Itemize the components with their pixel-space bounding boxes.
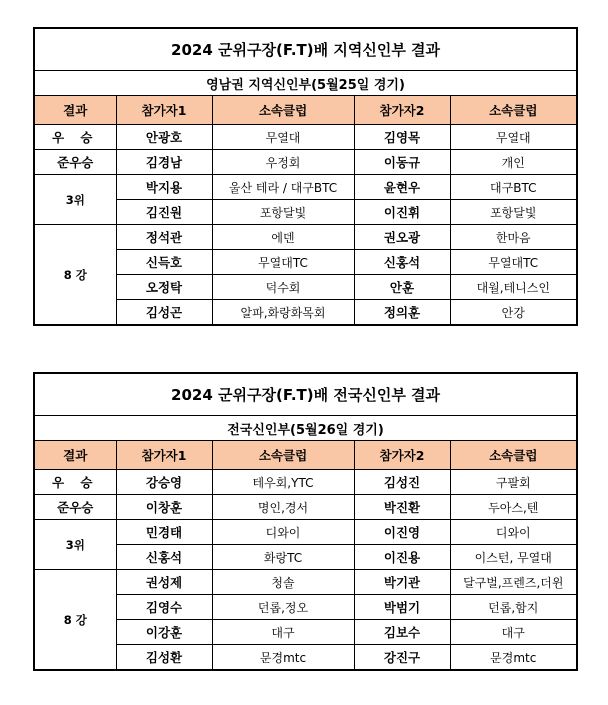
participant1-club: 던롭,정오 <box>212 595 354 620</box>
table-row <box>34 250 577 275</box>
participant2-club: 문경mtc <box>450 645 577 671</box>
header-participant1: 참가자1 <box>116 441 212 470</box>
participant2-name: 안훈 <box>354 275 450 300</box>
participant2-club: 무열대TC <box>450 250 577 275</box>
participant2-name: 박기관 <box>354 570 450 595</box>
participant1-club: 테우회,YTC <box>212 470 354 495</box>
regional-results-table <box>33 27 578 326</box>
participant2-club: 대구BTC <box>450 175 577 200</box>
participant1-name: 김경남 <box>116 150 212 175</box>
participant1-name: 강승영 <box>116 470 212 495</box>
participant1-name: 권성제 <box>116 570 212 595</box>
table-row <box>34 300 577 326</box>
participant2-name: 김보수 <box>354 620 450 645</box>
participant1-club: 에덴 <box>212 225 354 250</box>
participant1-club: 디와이 <box>212 520 354 545</box>
header-result: 결과 <box>34 96 116 125</box>
participant2-club: 대월,테니스인 <box>450 275 577 300</box>
table-row <box>34 275 577 300</box>
header-participant2: 참가자2 <box>354 441 450 470</box>
participant1-club: 화랑TC <box>212 545 354 570</box>
participant1-club: 문경mtc <box>212 645 354 671</box>
participant1-name: 이강훈 <box>116 620 212 645</box>
participant1-name: 민경태 <box>116 520 212 545</box>
regional-header-row <box>34 96 577 125</box>
table-row <box>34 620 577 645</box>
header-club2: 소속클럽 <box>450 96 577 125</box>
regional-title: 2024 군위구장(F.T)배 지역신인부 결과 <box>34 28 577 71</box>
participant1-club: 청솔 <box>212 570 354 595</box>
header-result: 결과 <box>34 441 116 470</box>
result-runner-up: 준우승 <box>34 495 116 520</box>
participant1-name: 박지용 <box>116 175 212 200</box>
participant1-club: 포항달빛 <box>212 200 354 225</box>
participant1-name: 김성곤 <box>116 300 212 326</box>
participant1-club: 무열대 <box>212 125 354 150</box>
participant2-club: 포항달빛 <box>450 200 577 225</box>
table-row <box>34 520 577 545</box>
participant1-club: 알파,화랑화목회 <box>212 300 354 326</box>
header-club2: 소속클럽 <box>450 441 577 470</box>
table-row <box>34 225 577 250</box>
header-participant1: 참가자1 <box>116 96 212 125</box>
participant2-name: 이진영 <box>354 520 450 545</box>
participant2-name: 이진용 <box>354 545 450 570</box>
participant2-club: 무열대 <box>450 125 577 150</box>
result-top8: 8 강 <box>34 225 116 326</box>
table-row <box>34 595 577 620</box>
national-results-table <box>33 372 578 671</box>
participant2-name: 박진환 <box>354 495 450 520</box>
participant2-name: 권오광 <box>354 225 450 250</box>
participant1-name: 정석관 <box>116 225 212 250</box>
participant2-name: 정의훈 <box>354 300 450 326</box>
participant2-club: 한마음 <box>450 225 577 250</box>
participant1-name: 김성환 <box>116 645 212 671</box>
participant2-club: 안강 <box>450 300 577 326</box>
participant1-club: 무열대TC <box>212 250 354 275</box>
participant1-name: 신홍석 <box>116 545 212 570</box>
participant2-club: 두아스,텐 <box>450 495 577 520</box>
header-club1: 소속클럽 <box>212 441 354 470</box>
participant1-club: 대구 <box>212 620 354 645</box>
participant2-name: 강진구 <box>354 645 450 671</box>
table-row <box>34 470 577 495</box>
participant1-name: 안광호 <box>116 125 212 150</box>
participant1-name: 신득호 <box>116 250 212 275</box>
table-row <box>34 175 577 200</box>
participant2-club: 개인 <box>450 150 577 175</box>
participant2-name: 이진휘 <box>354 200 450 225</box>
participant2-club: 대구 <box>450 620 577 645</box>
header-club1: 소속클럽 <box>212 96 354 125</box>
participant1-name: 김영수 <box>116 595 212 620</box>
national-header-row <box>34 441 577 470</box>
participant2-club: 이스턴, 무열대 <box>450 545 577 570</box>
participant2-name: 김영목 <box>354 125 450 150</box>
result-winner: 우 승 <box>34 470 116 495</box>
result-third: 3위 <box>34 175 116 225</box>
participant2-name: 박범기 <box>354 595 450 620</box>
result-winner: 우 승 <box>34 125 116 150</box>
table-row <box>34 200 577 225</box>
participant1-club: 덕수회 <box>212 275 354 300</box>
participant1-name: 이창훈 <box>116 495 212 520</box>
table-row <box>34 150 577 175</box>
participant2-name: 이동규 <box>354 150 450 175</box>
participant1-club: 우정회 <box>212 150 354 175</box>
participant2-club: 디와이 <box>450 520 577 545</box>
participant1-name: 오정탁 <box>116 275 212 300</box>
table-row <box>34 125 577 150</box>
regional-subtitle: 영남권 지역신인부(5월25일 경기) <box>34 71 577 96</box>
national-title: 2024 군위구장(F.T)배 전국신인부 결과 <box>34 373 577 416</box>
participant2-club: 구팔회 <box>450 470 577 495</box>
participant1-name: 김진원 <box>116 200 212 225</box>
participant2-name: 김성진 <box>354 470 450 495</box>
participant1-club: 명인,경서 <box>212 495 354 520</box>
national-subtitle: 전국신인부(5월26일 경기) <box>34 416 577 441</box>
table-row <box>34 545 577 570</box>
participant2-club: 달구벌,프렌즈,더윈 <box>450 570 577 595</box>
table-row <box>34 495 577 520</box>
result-top8: 8 강 <box>34 570 116 671</box>
result-third: 3위 <box>34 520 116 570</box>
participant2-name: 윤현우 <box>354 175 450 200</box>
table-row <box>34 570 577 595</box>
header-participant2: 참가자2 <box>354 96 450 125</box>
participant1-club: 울산 테라 / 대구BTC <box>212 175 354 200</box>
table-row <box>34 645 577 671</box>
result-runner-up: 준우승 <box>34 150 116 175</box>
participant2-club: 던롭,함지 <box>450 595 577 620</box>
participant2-name: 신홍석 <box>354 250 450 275</box>
